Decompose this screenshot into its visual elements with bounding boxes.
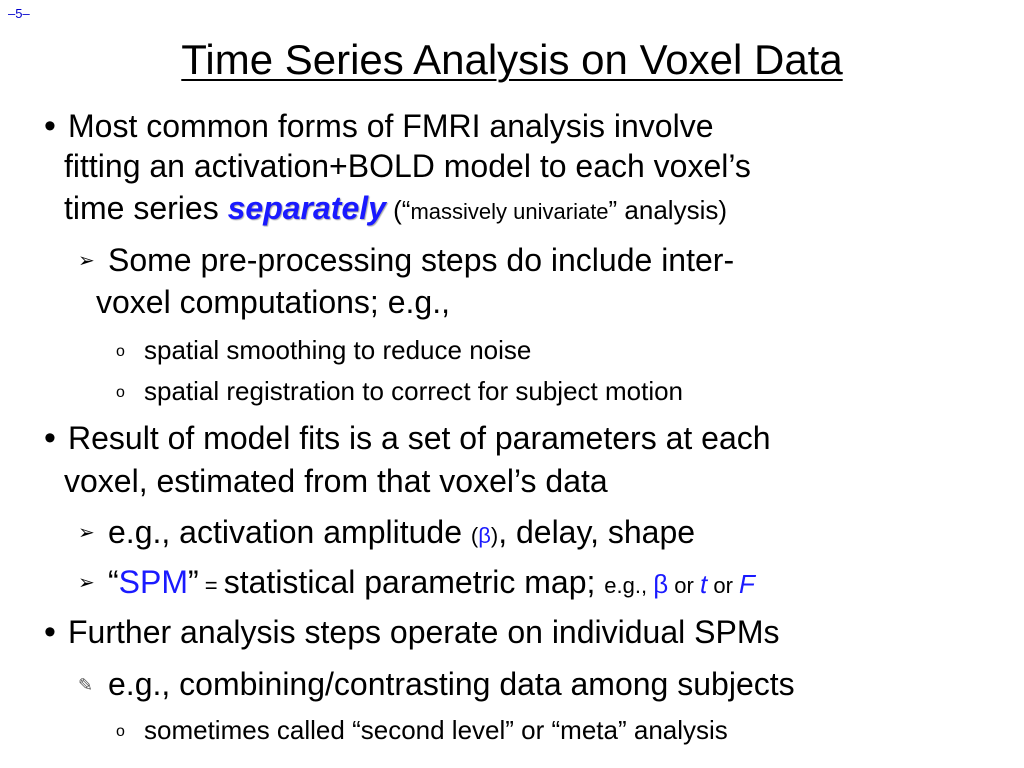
circle-bullet-icon: o: [116, 723, 125, 740]
arrow-bullet-icon: ➢: [78, 522, 95, 544]
pencil-bullet-icon: ✎: [78, 675, 94, 695]
page-number: –5–: [8, 6, 30, 21]
bullet-2-line-1: • Result of model fits is a set of parameters at each: [44, 419, 771, 457]
bullet-1-line-2: fitting an activation+BOLD model to each voxel’s: [64, 148, 751, 184]
bullet-2-line-2: voxel, estimated from that voxel’s data: [64, 463, 608, 499]
sub-item-1: o spatial smoothing to reduce noise: [116, 333, 531, 369]
sub-item-3: o sometimes called “second level” or “meta” analysis: [116, 713, 728, 749]
bullet-3-sub-line-1: ✎ e.g., combining/contrasting data among subjects: [78, 664, 795, 705]
bullet-2-sub-1: ➢ e.g., activation amplitude (β), delay, shape: [78, 512, 695, 556]
separately-emphasis: separately: [227, 190, 386, 226]
bullet-dot-icon: •: [44, 107, 56, 145]
arrow-bullet-icon: ➢: [78, 572, 95, 594]
bullet-1-sub-line-1: ➢ Some pre-processing steps do include inter-: [78, 240, 734, 281]
bullet-3-line-1: • Further analysis steps operate on individual SPMs: [44, 613, 780, 651]
sub-item-2: o spatial registration to correct for subject motion: [116, 374, 683, 410]
bullet-dot-icon: •: [44, 613, 56, 651]
bullet-1-line-3: time series separately (“massively univariate” analysis): [64, 190, 728, 226]
circle-bullet-icon: o: [116, 384, 125, 401]
arrow-bullet-icon: ➢: [78, 250, 95, 272]
bullet-2-sub-2: ➢ “SPM” = statistical parametric map; e.g., β or t or F: [78, 562, 755, 606]
bullet-dot-icon: •: [44, 419, 56, 457]
spm-term: SPM: [118, 564, 188, 600]
slide-title: Time Series Analysis on Voxel Data: [181, 36, 843, 83]
circle-bullet-icon: o: [116, 343, 125, 360]
bullet-1-line-1: • Most common forms of FMRI analysis involve: [44, 107, 714, 145]
bullet-1-sub-line-2: voxel computations; e.g.,: [96, 284, 450, 320]
